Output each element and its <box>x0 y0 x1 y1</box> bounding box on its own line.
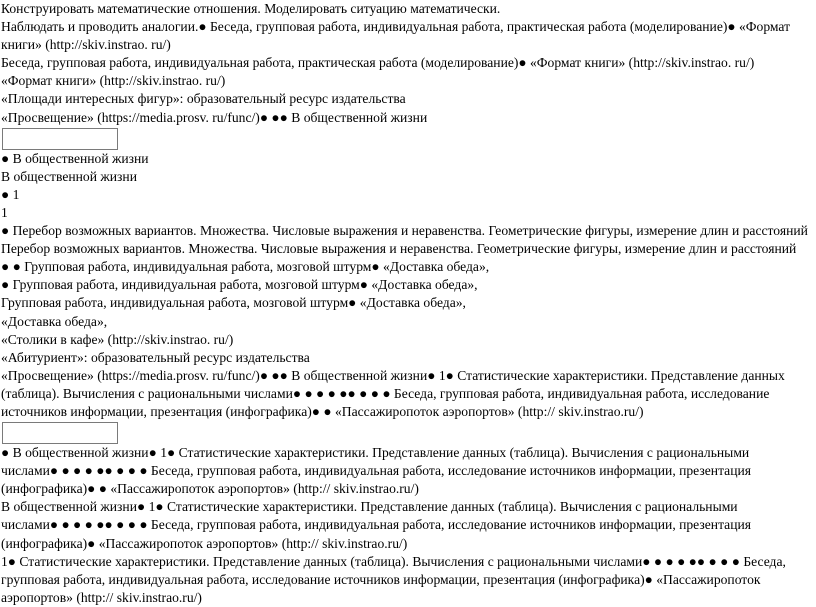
text-line: аэропортов» (http:// skiv.instrao.ru/) <box>1 589 202 605</box>
text-line: Групповая работа, индивидуальная работа, мозговой штурм● «Доставка обеда», <box>1 295 466 311</box>
empty-text-box[interactable] <box>2 128 118 150</box>
text-line: Конструировать математические отношения. Моделировать ситуацию математически. <box>1 1 501 16</box>
text-line: «Абитуриент»: образовательный ресурс издательства <box>1 349 310 365</box>
text-line: 1● Статистические характеристики. Представление данных (таблица). Вычисления с рациональными числами● ● ● ● ●● ● ● ● Беседа, <box>1 553 786 569</box>
text-line: «Столики в кафе» (http://skiv.instrao. ru/) <box>1 331 234 347</box>
text-line: ● В общественной жизни <box>1 150 149 166</box>
text-line: ● Групповая работа, индивидуальная работа, мозговой штурм● «Доставка обеда», <box>1 277 478 293</box>
text-line: групповая работа, индивидуальная работа, исследование источников информации, презентация (инфографика)● «Пассажиропоток <box>1 571 761 587</box>
text-line: (таблица). Вычисления с рациональными числами● ● ● ● ●● ● ● ● Беседа, групповая работа, индивидуальная работа, исследование <box>1 385 770 401</box>
text-line: «Просвещение» (https://media.prosv. ru/func/)● ●● В общественной жизни● 1● Статистические характеристики. Представление данных <box>1 367 785 383</box>
text-line: ● 1 <box>1 186 20 202</box>
text-line: Перебор возможных вариантов. Множества. Числовые выражения и неравенства. Геометрические фигуры, измерение длин и расстояний <box>1 241 797 257</box>
text-line: «Доставка обеда», <box>1 313 108 329</box>
empty-text-box[interactable] <box>2 422 118 444</box>
text-line: Наблюдать и проводить аналогии.● Беседа, групповая работа, индивидуальная работа, практическая работа (моделирование)● «Формат <box>1 19 791 35</box>
text-line: «Формат книги» (http://skiv.instrao. ru/) <box>1 73 226 89</box>
text-line: В общественной жизни● 1● Статистические характеристики. Представление данных (таблица). Вычисления с рациональными <box>1 499 738 515</box>
text-line: «Просвещение» (https://media.prosv. ru/func/)● ●● В общественной жизни <box>1 109 428 125</box>
text-line: (инфографика)● «Пассажиропоток аэропортов» (http:// skiv.instrao.ru/) <box>1 535 408 551</box>
text-line: ● В общественной жизни● 1● Статистические характеристики. Представление данных (таблица). Вычисления с рациональными <box>1 445 750 461</box>
text-line: Беседа, групповая работа, индивидуальная работа, практическая работа (моделирование)● «Формат книги» (http://skiv.instrao. ru/) <box>1 55 755 71</box>
text-line: числами● ● ● ● ●● ● ● ● Беседа, групповая работа, индивидуальная работа, исследование источников информации, презентация <box>1 463 752 479</box>
text-line: В общественной жизни <box>1 168 137 184</box>
text-line: (инфографика)● ● «Пассажиропоток аэропортов» (http:// skiv.instrao.ru/) <box>1 481 419 497</box>
text-line: числами● ● ● ● ●● ● ● ● Беседа, групповая работа, индивидуальная работа, исследование источников информации, презентация <box>1 517 752 533</box>
text-line: ● ● Групповая работа, индивидуальная работа, мозговой штурм● «Доставка обеда», <box>1 259 490 275</box>
text-line: ● Перебор возможных вариантов. Множества. Числовые выражения и неравенства. Геометрические фигуры, измерение длин и расстояний <box>1 223 808 239</box>
text-line: 1 <box>1 204 8 220</box>
text-line: источников информации, презентация (инфографика)● ● «Пассажиропоток аэропортов» (http:// skiv.instrao.ru/) <box>1 403 644 419</box>
text-line: «Площади интересных фигур»: образовательный ресурс издательства <box>1 91 406 107</box>
text-line: книги» (http://skiv.instrao. ru/) <box>1 37 171 53</box>
